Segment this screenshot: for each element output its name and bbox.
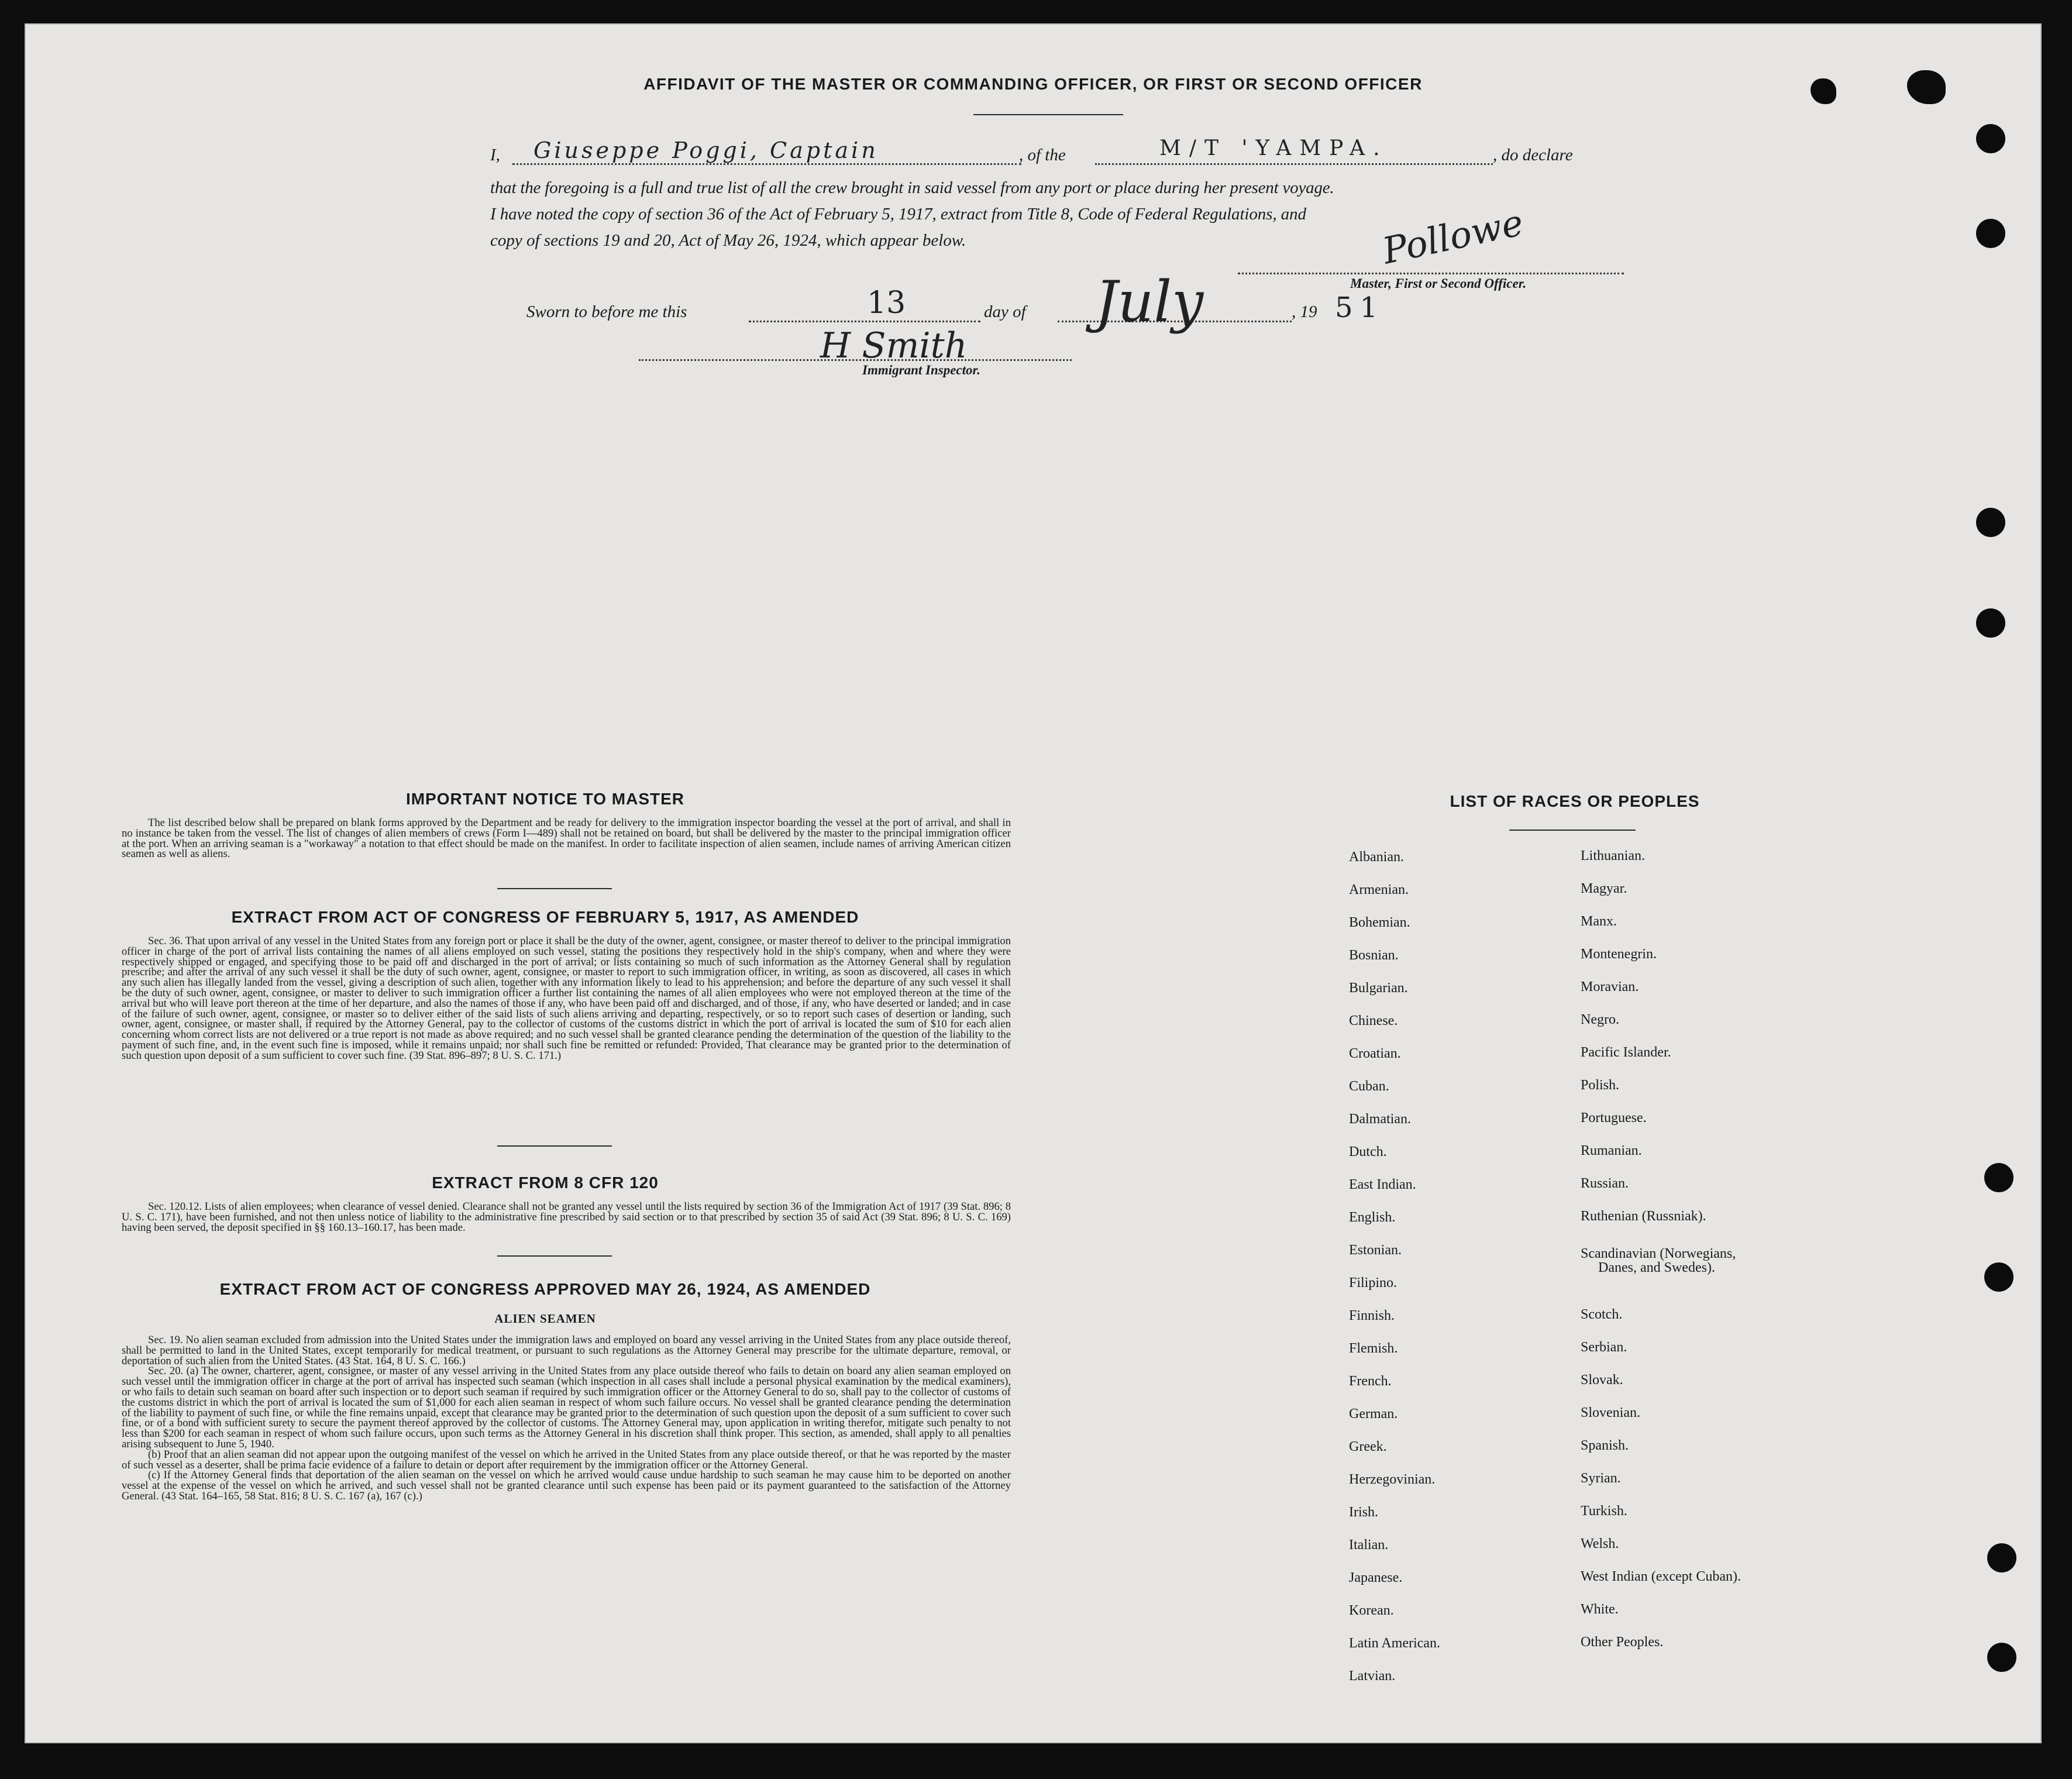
races-rule [1509, 830, 1636, 831]
race-item: West Indian (except Cuban). [1581, 1569, 1741, 1584]
name-dots [512, 163, 1021, 165]
decl-do-declare: , do declare [1493, 146, 1573, 164]
race-item: White. [1581, 1602, 1619, 1617]
race-item: Montenegrin. [1581, 947, 1657, 962]
decl-line3: I have noted the copy of section 36 of the Act of February 5, 1917, extract from Title 8, Code of Federal Regulations, and [490, 205, 1306, 223]
race-item: Flemish. [1349, 1341, 1398, 1356]
sworn-text: Sworn to before me this [526, 302, 687, 321]
year-prefix: , 19 [1292, 302, 1317, 321]
decl-i: I, [490, 146, 500, 164]
decl-line4: copy of sections 19 and 20, Act of May 26, 1924, which appear below. [490, 231, 966, 250]
race-item: Herzegovinian. [1349, 1472, 1436, 1487]
race-item: Albanian. [1349, 849, 1404, 865]
race-item: Danes, and Swedes). [1598, 1260, 1715, 1275]
race-item: Portuguese. [1581, 1110, 1647, 1126]
race-item: Latvian. [1349, 1668, 1396, 1684]
punch-hole [1984, 1262, 2014, 1292]
race-item: Bosnian. [1349, 948, 1399, 963]
race-item: Scotch. [1581, 1307, 1623, 1322]
race-item: Chinese. [1349, 1013, 1398, 1028]
notice-rule [497, 888, 612, 889]
race-item: Syrian. [1581, 1471, 1621, 1486]
race-item: Latin American. [1349, 1636, 1440, 1651]
race-item: Turkish. [1581, 1503, 1627, 1519]
race-item: French. [1349, 1374, 1392, 1389]
decl-of-the: , of the [1019, 146, 1066, 164]
affidavit-title: AFFIDAVIT OF THE MASTER OR COMMANDING OFFICER, OR FIRST OR SECOND OFFICER [643, 75, 1423, 93]
extract-cfr-rule [497, 1255, 612, 1257]
extract-1924-text [122, 1335, 1011, 1502]
extract-1924-paragraph: (b) Proof that an alien seaman did not appear upon the outgoing manifest of the vessel on which he arrived in the United States from any place outside thereof, or that he was reported by the master of such vessel as a deserter, shall be prima facie evidence of a failure to detain or deport after requirement by the immigration officer or the Attorney General. [122, 1448, 1011, 1471]
vessel-handwritten: M/T 'YAMPA. [1159, 136, 1388, 160]
race-item: Rumanian. [1581, 1143, 1642, 1158]
race-item: Slovak. [1581, 1372, 1623, 1388]
master-label: Master, First or Second Officer. [1350, 276, 1527, 291]
race-item: Magyar. [1581, 881, 1627, 896]
race-item: Greek. [1349, 1439, 1387, 1454]
race-item: Pacific Islander. [1581, 1045, 1671, 1060]
vessel-dots [1095, 163, 1493, 165]
race-item: Polish. [1581, 1078, 1620, 1093]
day-of: day of [984, 302, 1026, 321]
race-item: Russian. [1581, 1176, 1629, 1191]
decl-line2: that the foregoing is a full and true list of all the crew brought in said vessel from any port or place during her present voyage. [490, 178, 1334, 197]
punch-hole [1976, 124, 2005, 153]
race-item: East Indian. [1349, 1177, 1416, 1192]
day-handwritten: 13 [867, 285, 906, 321]
race-item: Korean. [1349, 1603, 1394, 1618]
race-item: Manx. [1581, 914, 1617, 929]
race-item: Other Peoples. [1581, 1635, 1664, 1650]
extract-1924-paragraph: (c) If the Attorney General finds that deportation of the alien seaman on the vessel on which he arrived would cause undue hardship to such seaman he may cause him to be deported on another vessel at the expense of the vessel on which he arrived, and such vessel shall not be granted clearance until such expense has been paid or its payment guaranteed to the satisfaction of the Attorney General. (43 Stat. 164–165, 58 Stat. 816; 8 U. S. C. 167 (a), 167 (c).) [122, 1469, 1011, 1502]
race-item: Scandinavian (Norwegians, [1581, 1246, 1736, 1261]
race-item: English. [1349, 1210, 1396, 1225]
extract-1924-paragraph: Sec. 20. (a) The owner, charterer, agent, consignee, or master of any vessel arriving in the United States from any place outside thereof who fails to detain on board any alien seaman employed on such vessel until the immigration officer in charge at the port of arrival has inspected such seaman (which inspection in all cases shall include a personal physical examination by the medical examiners), or who fails to detain such seaman on board after such inspection or to deport such seaman if required by such immigration officer or the Attorney General to do so, shall pay to the collector of customs of the customs district in which the port of arrival is located the sum of $1,000 for each alien seaman in respect of whom such failure occurs. No vessel shall be granted clearance pending the determination of the liability to payment of such fine, or while the fine remains unpaid, except that clearance may be granted prior to the determination of such question upon the deposit of a sum sufficient to cover such fine, or of a bond with sufficient surety to secure the payment thereof approved by the collector of customs. The Attorney General may, upon application in writing therefor, mitigate such penalty to not less than $200 for each seaman in respect of whom such failure occurs, upon such terms as the Attorney General in his discretion shall think proper. This section, as amended, shall apply to all penalties arising subsequent to June 5, 1940. [122, 1365, 1011, 1450]
punch-hole [1976, 508, 2005, 537]
year-handwritten: 51 [1335, 291, 1385, 324]
punch-hole [1976, 219, 2005, 248]
race-item: Bohemian. [1349, 915, 1410, 930]
extract-1924-paragraph: Sec. 19. No alien seaman excluded from admission into the United States under the immigration laws and employed on board any vessel arriving in the United States from any place outside thereof, shall be permitted to land in the United States, except temporarily for medical treatment, or pursuant to such regulations as the Attorney General may prescribe for the ultimate departure, removal, or deportation of such alien from the United States. (43 Stat. 164, 8 U. S. C. 166.) [122, 1334, 1011, 1367]
extract-cfr-title: EXTRACT FROM 8 CFR 120 [432, 1174, 659, 1192]
notice-text [122, 818, 1011, 859]
name-handwritten: Giuseppe Poggi, Captain [534, 137, 879, 163]
month-handwritten: July [1095, 269, 1204, 335]
race-item: Estonian. [1349, 1243, 1402, 1258]
race-item: Bulgarian. [1349, 980, 1408, 996]
race-item: Italian. [1349, 1537, 1389, 1553]
race-item: German. [1349, 1406, 1398, 1422]
title-rule [973, 114, 1123, 115]
race-item: Japanese. [1349, 1570, 1403, 1585]
inspector-dots [639, 359, 1072, 361]
race-item: Dutch. [1349, 1144, 1387, 1159]
race-item: Dalmatian. [1349, 1112, 1411, 1127]
form-sheet [25, 23, 2042, 1743]
extract-1917-title: EXTRACT FROM ACT OF CONGRESS OF FEBRUARY 5, 1917, AS AMENDED [231, 908, 859, 926]
race-item: Lithuanian. [1581, 848, 1645, 863]
day-dots [749, 321, 980, 322]
extract-cfr-text [122, 1202, 1011, 1233]
race-item: Serbian. [1581, 1340, 1627, 1355]
race-item: Spanish. [1581, 1438, 1629, 1453]
inspector-label: Immigrant Inspector. [862, 363, 980, 377]
race-item: Croatian. [1349, 1046, 1401, 1061]
punch-hole [1987, 1543, 2016, 1572]
master-signature: Pollowe [1379, 201, 1527, 273]
race-item: Filipino. [1349, 1275, 1398, 1291]
race-item: Irish. [1349, 1505, 1378, 1520]
inspector-signature: H Smith [820, 325, 968, 366]
punch-hole [1984, 1163, 2014, 1192]
extract-1924-subtitle: ALIEN SEAMEN [494, 1312, 596, 1326]
race-item: Slovenian. [1581, 1405, 1640, 1420]
extract-1917-rule [497, 1145, 612, 1147]
master-sign-dots [1238, 273, 1624, 274]
extract-cfr-paragraph: Sec. 120.12. Lists of alien employees; when clearance of vessel denied. Clearance shall not be granted any vessel until the lists required by section 36 of the Immigration Act of 1917 (39 Stat. 896; 8 U. S. C. 171), have been furnished, and not then unless notice of liability to the administrative fine prescribed by said section or to that prescribed by section 35 of said Act (39 Stat. 896; 8 U. S. C. 169) having been served, the deposit specified in §§ 160.13–160.17, has been made. [122, 1200, 1011, 1234]
race-item: Armenian. [1349, 882, 1409, 897]
punch-hole [1976, 608, 2005, 638]
race-item: Cuban. [1349, 1079, 1389, 1094]
notice-paragraph: The list described below shall be prepared on blank forms approved by the Department and be ready for delivery to the immigration inspector boarding the vessel at the port of arrival, and shall in no instance be taken from the vessel. The list of changes of alien members of crews (Form I—489) shall not be retained on board, but shall be delivered by the master to the principal immigration officer at the port. When an arriving seaman is a "workaway" a notation to that effect should be made on the manifest. In order to facilitate inspection of alien seamen, include names of arriving American citizen seamen as well as aliens. [122, 817, 1011, 861]
punch-hole [1987, 1643, 2016, 1672]
race-item: Welsh. [1581, 1536, 1619, 1551]
extract-1917-paragraph: Sec. 36. That upon arrival of any vessel in the United States from any foreign port or place it shall be the duty of the owner, agent, consignee, or master thereof to deliver to the principal immigration officer in charge of the port of arrival lists containing the names of all aliens employed on such vessel, stating the positions they respectively hold in the ship's company, when and where they were respectively shipped or engaged, and specifying those to be paid off and discharged in the port of arrival; or lists containing so much of such information as the Attorney General shall by regulation prescribe; and after the arrival of any such vessel it shall be the duty of such owner, agent, consignee, or master to report to such immigration officer, in writing, as soon as discovered, all cases in which any such alien has illegally landed from the vessel, giving a description of such alien, together with any information likely to lead to his apprehension; and before the departure of any such vessel it shall be the duty of such owner, agent, consignee, or master to deliver to such immigration officer a further list containing the names of all alien employees who were not employed thereon at the time of the arrival but who will leave port thereon at the time of her departure, and also the names of those if any, who have been paid off and discharged, and of those, if any, who have deserted or landed; and in case of the failure of such owner, agent, consignee, or master so to deliver either of the said lists of such aliens arriving and departing, respectively, or so to report such cases of desertion or landing, such owner, agent, consignee, or master shall, if required by the Attorney General, pay to the collector of customs of the customs district in which the port of arrival is located the sum of $10 for each alien concerning whom correct lists are not delivered or a true report is not made as above required; and no such vessel shall be granted clearance pending the determination of the question of the liability to the payment of such fine, and, in the event such fine is imposed, while it remains unpaid; nor shall such fine be remitted or refunded: Provided, That clearance may be granted prior to the determination of such question upon deposit of a sum sufficient to cover such fine. (39 Stat. 896–897; 8 U. S. C. 171.) [122, 935, 1011, 1062]
race-item: Ruthenian (Russniak). [1581, 1209, 1706, 1224]
race-item: Moravian. [1581, 979, 1639, 995]
races-title: LIST OF RACES OR PEOPLES [1450, 792, 1700, 810]
notice-title: IMPORTANT NOTICE TO MASTER [405, 790, 685, 808]
race-item: Negro. [1581, 1012, 1619, 1027]
extract-1924-title: EXTRACT FROM ACT OF CONGRESS APPROVED MAY 26, 1924, AS AMENDED [219, 1280, 871, 1298]
race-item: Finnish. [1349, 1308, 1395, 1323]
extract-1917-text [122, 936, 1011, 1061]
